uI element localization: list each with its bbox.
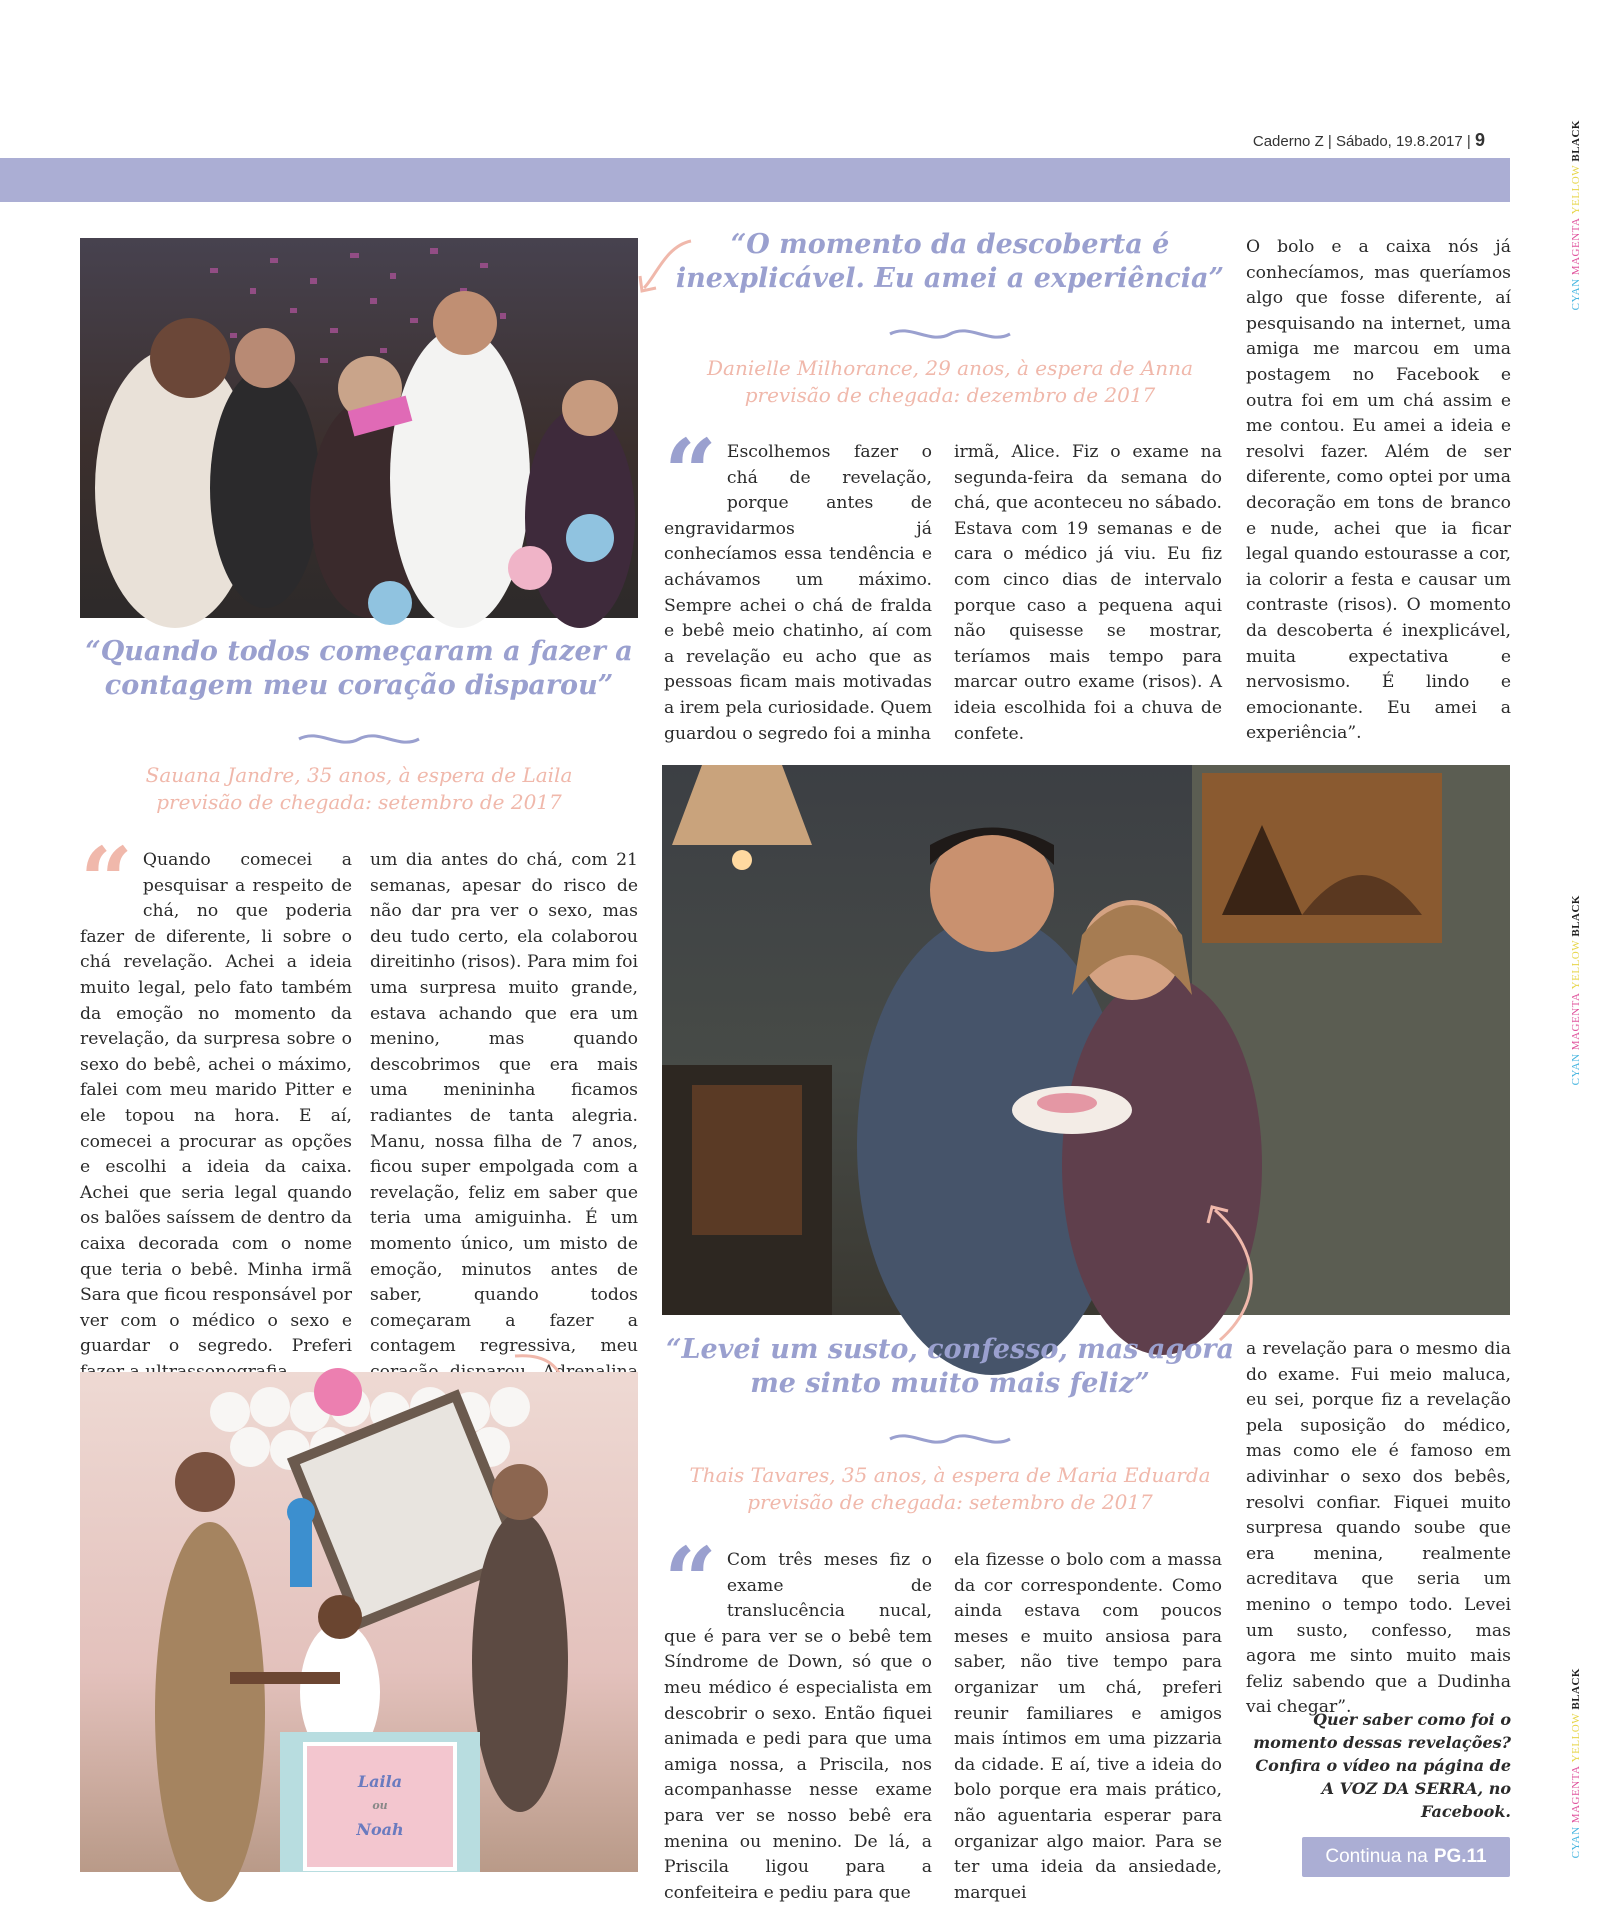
box-names-label [325, 1770, 435, 1842]
reg-yellow: YELLOW [1570, 939, 1582, 990]
pull-quote-sauana: “Quando todos começaram a fazer a contagem meu coração disparou” [85, 636, 633, 701]
couple-cake-illustration [662, 765, 1510, 1315]
photo-box-reveal [80, 1372, 638, 1872]
confetti-party-illustration [80, 238, 638, 618]
arrow-to-photo-2-icon [1200, 1195, 1280, 1345]
story-thais-text-2: ela fizesse o bolo com a massa da cor correspondente. Como ainda estava com poucos meses e muito ansiosa para saber, não tive tempo para organizar um chá, preferi reunir familiares e amigos mais íntimos em uma pizzaria da cidade. E aí, tive a ideia do bolo porque era mais prático, não aguentaria esperar para organizar algo maior. Para se ter uma ideia da ansiedade, marquei [954, 1550, 1222, 1903]
byline-sauana [80, 762, 638, 816]
continua-prefix: Continua na [1325, 1846, 1428, 1867]
box-name-or: ou [372, 1799, 388, 1812]
continua-page: PG.11 [1433, 1846, 1487, 1867]
story-danielle-column-3 [1246, 235, 1511, 747]
swirl-ornament-icon [885, 1428, 1015, 1450]
byline-sauana-name: Sauana Jandre, 35 anos, à espera de Laila [145, 763, 573, 787]
header-color-bar [0, 158, 1510, 202]
story-danielle-text-2: irmã, Alice. Fiz o exame na segunda-feira da semana do chá, que aconteceu no sábado. Estava com 19 semanas e de cara o médico já viu. Eu fiz com cinco dias de intervalo porque caso a pequena aqui não quisesse se mostrar, teríamos mais tempo para marcar outro exame (risos). A ideia escolhida foi a chuva de confete. [954, 442, 1222, 744]
quote-mark-icon: “ [664, 419, 717, 527]
story-sauana-column-2 [370, 848, 638, 1358]
byline-danielle [665, 355, 1235, 409]
pull-quote-thais: “Levei um susto, confesso, mas agora me sinto muito mais feliz” [666, 1334, 1234, 1399]
story-danielle-column-1 [664, 419, 932, 745]
page-number: 9 [1474, 130, 1485, 150]
byline-thais-name: Thais Tavares, 35 anos, à espera de Maria Eduarda [689, 1463, 1211, 1487]
byline-danielle-due: previsão de chegada: dezembro de 2017 [744, 383, 1156, 407]
continua-na-button[interactable] [1302, 1837, 1510, 1877]
reg-yellow: YELLOW [1570, 164, 1582, 215]
story-danielle-column-2 [954, 440, 1222, 745]
box-name-boy: Noah [356, 1820, 404, 1839]
reg-magenta: MAGENTA [1570, 992, 1582, 1051]
photo-confetti-party [80, 238, 638, 618]
byline-danielle-name: Danielle Milhorance, 29 anos, à espera de Anna [707, 356, 1193, 380]
reg-black: BLACK [1570, 120, 1582, 162]
registration-strip-top [1570, 120, 1592, 310]
pull-quote-danielle: “O momento da descoberta é inexplicável. Eu amei a experiência” [675, 229, 1225, 294]
reg-yellow: YELLOW [1570, 1712, 1582, 1763]
quote-mark-icon: “ [80, 827, 133, 935]
box-name-girl: Laila [357, 1772, 403, 1791]
story-thais-text-3: a revelação para o mesmo dia do exame. Fui meio maluca, eu sei, porque fiz a revelação pela suposição do médico, mas como ele é famoso em adivinhar o sexo dos bebês, resolvi confiar. Fiquei muito surpresa quando soube que era menina, realmente acreditava que seria um menino o tempo todo. Levei um susto, confesso, mas agora me sinto muito mais feliz sabendo que a Dudinha vai chegar”. [1246, 1339, 1511, 1718]
story-danielle-text-3: O bolo e a caixa nós já conhecíamos, mas queríamos algo que fosse diferente, aí pesquisando na internet, uma amiga me marcou em uma postagem no Facebook e outra foi em um chá assim e me contou. Eu amei a ideia e resolvi fazer. Além de ser diferente, como optei por uma decoração em tons de branco e nude, achei que ia ficar legal quando estourasse a cor, ia colorir a festa e causar um contraste (risos). O momento da descoberta é inexplicável, muita expectativa e nervosismo. É lindo e emocionante. Eu amei a experiência”. [1246, 237, 1511, 744]
reg-black: BLACK [1570, 1668, 1582, 1710]
reg-black: BLACK [1570, 895, 1582, 937]
swirl-ornament-icon [885, 323, 1015, 345]
photo-couple-with-cake [662, 765, 1510, 1315]
swirl-ornament-icon [294, 728, 424, 750]
quote-mark-icon: “ [664, 1527, 717, 1635]
story-sauana-text-1: Quando comecei a pesquisar a respeito de chá, no que poderia fazer de diferente, li sobre o chá revelação. Achei a ideia muito legal, pelo fato também da emoção no momento da revelação, da surpresa sobre o sexo do bebê, achei o máximo, falei com meu marido Pitter e ele topou na hora. E aí, comecei a procurar as opções e escolhi a ideia da caixa. Achei que seria legal quando os balões saíssem de dentro da caixa decorada com o nome que teria o bebê. Minha irmã Sara que ficou responsável por ver com o médico o sexo e guardar o segredo. Preferi [80, 850, 352, 1357]
registration-strip-middle [1570, 895, 1592, 1085]
reg-magenta: MAGENTA [1570, 217, 1582, 276]
story-thais-column-1 [664, 1527, 932, 1903]
facebook-video-cta: Quer saber como foi o momento dessas revelações? Confira o vídeo na página de A VOZ DA SERRA, no Facebook. [1253, 1710, 1511, 1821]
reg-cyan: CYAN [1570, 278, 1582, 311]
reg-cyan: CYAN [1570, 1053, 1582, 1086]
story-sauana-text-2: um dia antes do chá, com 21 semanas, apesar do risco de não dar pra ver o sexo, mas deu tudo certo, ela colaborou direitinho (risos). Para mim foi uma surpresa muito grande, estava achando que era um menino, mas quando descobrimos que era mais uma menininha ficamos radiantes de tanta alegria. Manu, nossa filha de 7 anos, ficou super empolgada com a revelação, feliz em saber que teria uma amiguinha. É um momento único, um misto de emoção, minutos antes de saber, quando todos começaram a fazer a contagem regressiva, meu [370, 850, 638, 1357]
reg-magenta: MAGENTA [1570, 1765, 1582, 1824]
page-header [1253, 130, 1485, 151]
story-thais-column-3 [1246, 1337, 1511, 1718]
story-danielle-text-1: Escolhemos fazer o chá de revelação, porque antes de engravidarmos já conhecíamos essa tendência e achávamos um máximo. Sempre achei o chá de fralda e bebê meio chatinho, aí com a revelação eu acho que as pessoas ficam mais motivadas a irem pela curiosidade. Quem guardou o segredo foi a minha [664, 442, 932, 744]
story-sauana-column-1 [80, 827, 352, 1358]
byline-thais [665, 1462, 1235, 1516]
byline-sauana-due: previsão de chegada: setembro de 2017 [156, 790, 562, 814]
byline-thais-due: previsão de chegada: setembro de 2017 [747, 1490, 1153, 1514]
story-thais-text-1: Com três meses fiz o exame de translucência nucal, que é para ver se o bebê tem Síndrome de Down, só que o meu médico é especialista em descobrir o sexo. Então fiquei animada e pedi para que uma amiga nossa, a Priscila, nos acompanhasse nesse exame para ver se nosso bebê era menina ou menino. De lá, a Priscila ligou para a confeiteira e pediu para que [664, 1550, 932, 1903]
header-section-date: Caderno Z | Sábado, 19.8.2017 | [1252, 133, 1471, 150]
story-thais-column-2 [954, 1548, 1222, 1903]
registration-strip-bottom [1570, 1668, 1592, 1858]
reg-cyan: CYAN [1570, 1826, 1582, 1859]
